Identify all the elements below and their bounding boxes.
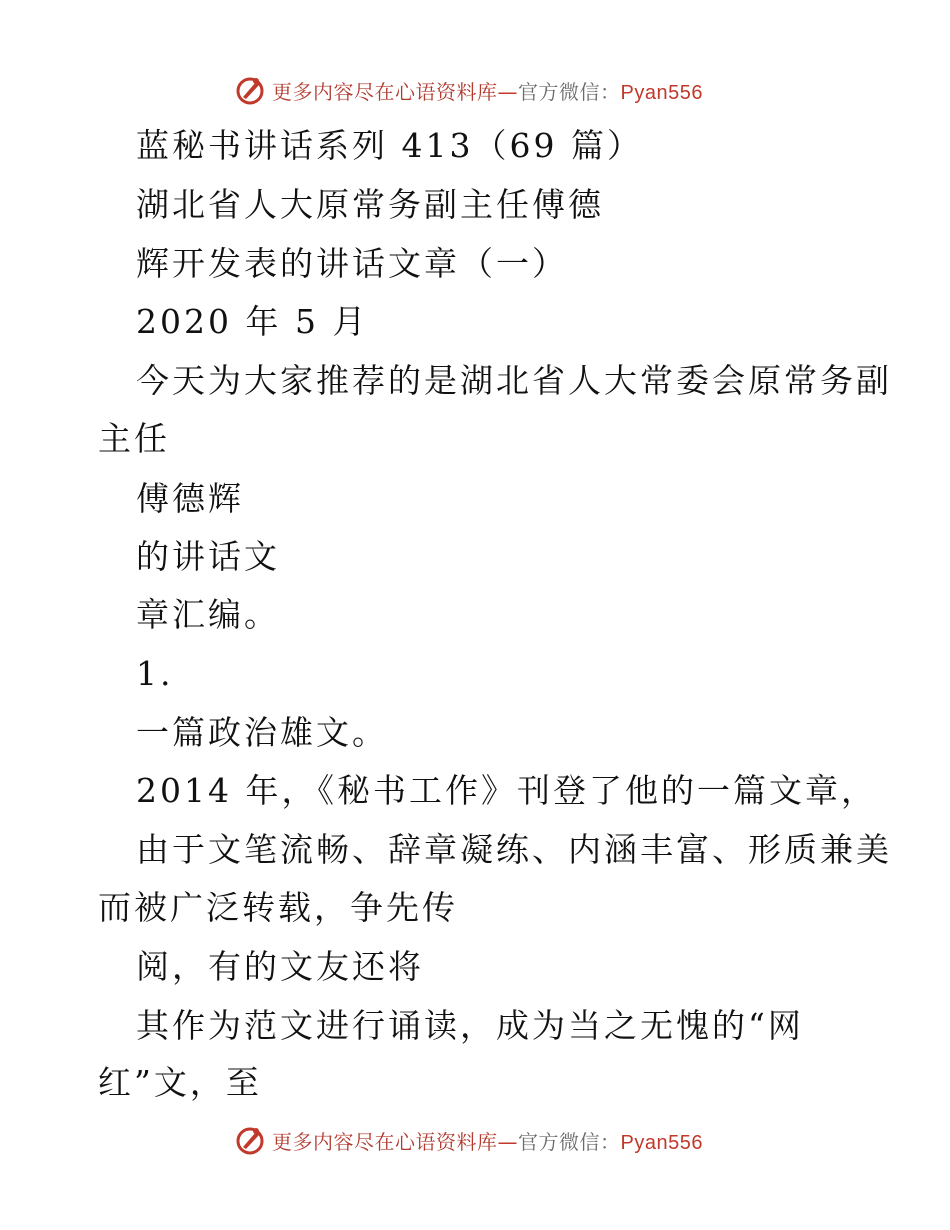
document-line: 主任 bbox=[98, 419, 170, 458]
document-line: 的讲话文 bbox=[136, 537, 280, 576]
banner-dash: — bbox=[497, 1129, 518, 1154]
header-banner bbox=[234, 73, 754, 107]
document-line: 傅德辉 bbox=[136, 479, 244, 518]
document-line: 其作为范文进行诵读，成为当之无愧的“网 bbox=[136, 1006, 804, 1045]
document-date-line: 2020 年 5 月 bbox=[136, 302, 369, 341]
document-line: 章汇编。 bbox=[136, 595, 280, 634]
pen-circle-logo-icon bbox=[234, 74, 266, 106]
document-line: 而被广泛转载，争先传 bbox=[98, 888, 458, 927]
document-line: 辉开发表的讲话文章（一） bbox=[136, 244, 568, 283]
document-line: 今天为大家推荐的是湖北省人大常委会原常务副 bbox=[136, 361, 892, 400]
banner-wechat-id: Pyan556 bbox=[620, 1131, 703, 1154]
banner-text bbox=[272, 76, 703, 105]
banner-wechat-id: Pyan556 bbox=[620, 81, 703, 104]
document-line: 阅，有的文友还将 bbox=[136, 947, 424, 986]
footer-banner bbox=[234, 1123, 754, 1157]
banner-text bbox=[272, 1126, 703, 1155]
document-line: 湖北省人大原常务副主任傅德 bbox=[136, 185, 604, 224]
pen-circle-logo-icon bbox=[234, 1124, 266, 1156]
banner-brand-text: 更多内容尽在心语资料库 bbox=[272, 79, 498, 104]
banner-official-label: 官方微信： bbox=[518, 79, 621, 104]
document-line: 2014 年，《秘书工作》刊登了他的一篇文章， bbox=[136, 771, 877, 810]
document-section-number: 1. bbox=[136, 654, 174, 693]
document-line: 由于文笔流畅、辞章凝练、内涵丰富、形质兼美 bbox=[136, 830, 892, 869]
banner-dash: — bbox=[497, 79, 518, 104]
document-title-line: 蓝秘书讲话系列 413（69 篇） bbox=[136, 126, 643, 165]
banner-brand-text: 更多内容尽在心语资料库 bbox=[272, 1129, 498, 1154]
document-line: 红”文，至 bbox=[98, 1063, 262, 1102]
banner-official-label: 官方微信： bbox=[518, 1129, 621, 1154]
document-section-heading: 一篇政治雄文。 bbox=[136, 713, 388, 752]
